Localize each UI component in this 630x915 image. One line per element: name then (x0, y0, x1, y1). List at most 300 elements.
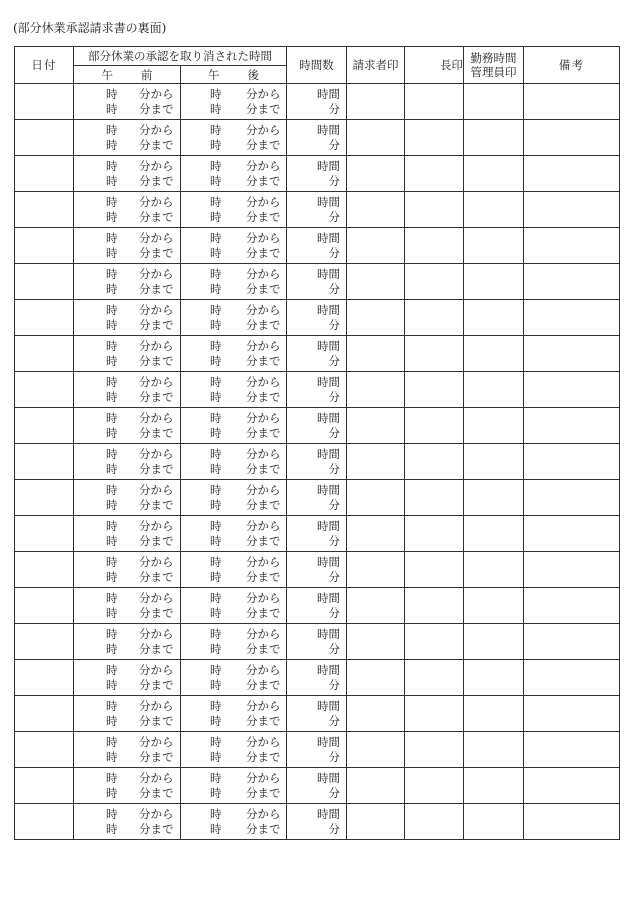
requester-seal-cell[interactable] (347, 588, 405, 624)
am-time-cell-until-line (74, 354, 180, 369)
pm-time-cell-until-line (181, 138, 286, 153)
am-time-cell[interactable] (74, 84, 181, 120)
am-time-cell[interactable] (74, 588, 181, 624)
chief-seal-cell[interactable] (405, 444, 464, 480)
chief-seal-cell[interactable] (405, 732, 464, 768)
chief-seal-cell[interactable] (405, 120, 464, 156)
requester-seal-cell[interactable] (347, 408, 405, 444)
hour-label: 時 (106, 626, 118, 641)
am-time-cell-until-line (74, 246, 180, 261)
manager-seal-cell[interactable] (464, 444, 524, 480)
hours-unit-label: 時間 (317, 770, 340, 785)
until-label: 分まで (139, 785, 174, 800)
requester-seal-cell[interactable] (347, 660, 405, 696)
am-time-cell-from-line (74, 375, 180, 390)
date-cell[interactable] (15, 480, 74, 516)
manager-seal-cell[interactable] (464, 660, 524, 696)
minutes-unit-label: 分 (328, 173, 340, 188)
hour-label: 時 (210, 209, 222, 224)
hours-unit-label: 時間 (317, 86, 340, 101)
pm-time-cell-until-line (181, 318, 286, 333)
remarks-cell[interactable] (524, 408, 620, 444)
requester-seal-cell[interactable] (347, 696, 405, 732)
pm-time-cell-until-line (181, 822, 286, 837)
until-label: 分まで (246, 569, 281, 584)
chief-seal-cell[interactable] (405, 192, 464, 228)
date-cell[interactable] (15, 84, 74, 120)
am-time-cell[interactable] (74, 444, 181, 480)
am-time-cell[interactable] (74, 804, 181, 840)
am-time-cell-from-line (74, 231, 180, 246)
from-label: 分から (246, 590, 281, 605)
minutes-unit-label: 分 (328, 389, 340, 404)
pm-time-cell[interactable] (181, 552, 287, 588)
am-time-cell[interactable] (74, 228, 181, 264)
from-label: 分から (139, 158, 174, 173)
hour-label: 時 (210, 677, 222, 692)
until-label: 分まで (246, 281, 281, 296)
chief-seal-cell[interactable] (405, 336, 464, 372)
am-time-cell[interactable] (74, 408, 181, 444)
table-row (15, 372, 620, 408)
chief-seal-cell[interactable] (405, 768, 464, 804)
table-row (15, 408, 620, 444)
remarks-cell[interactable] (524, 156, 620, 192)
manager-seal-cell[interactable] (464, 192, 524, 228)
from-label: 分から (246, 554, 281, 569)
manager-seal-cell[interactable] (464, 804, 524, 840)
hour-label: 時 (210, 770, 222, 785)
hour-label: 時 (106, 821, 118, 836)
remarks-cell[interactable] (524, 228, 620, 264)
pm-time-cell[interactable] (181, 696, 287, 732)
pm-time-cell[interactable] (181, 408, 287, 444)
manager-seal-cell[interactable] (464, 228, 524, 264)
date-cell[interactable] (15, 120, 74, 156)
hours-cell[interactable] (287, 192, 347, 228)
from-label: 分から (246, 338, 281, 353)
chief-seal-cell[interactable] (405, 516, 464, 552)
remarks-cell[interactable] (524, 84, 620, 120)
hour-label: 時 (106, 518, 118, 533)
pm-time-cell[interactable] (181, 516, 287, 552)
table-row (15, 516, 620, 552)
date-cell[interactable] (15, 156, 74, 192)
hour-label: 時 (106, 770, 118, 785)
pm-time-cell[interactable] (181, 336, 287, 372)
hour-label: 時 (210, 389, 222, 404)
manager-seal-cell[interactable] (464, 300, 524, 336)
remarks-cell[interactable] (524, 624, 620, 660)
chief-seal-cell[interactable] (405, 588, 464, 624)
date-cell[interactable] (15, 696, 74, 732)
from-label: 分から (139, 446, 174, 461)
hours-cell[interactable] (287, 660, 347, 696)
manager-seal-cell[interactable] (464, 336, 524, 372)
hours-cell[interactable] (287, 84, 347, 120)
hour-label: 時 (106, 389, 118, 404)
hour-label: 時 (106, 713, 118, 728)
hours-cell[interactable] (287, 624, 347, 660)
pm-time-cell-until-line (181, 498, 286, 513)
manager-seal-cell[interactable] (464, 624, 524, 660)
requester-seal-cell[interactable] (347, 516, 405, 552)
from-label: 分から (139, 302, 174, 317)
pm-time-cell-until-line (181, 462, 286, 477)
remarks-cell[interactable] (524, 804, 620, 840)
requester-seal-cell[interactable] (347, 372, 405, 408)
am-time-cell[interactable] (74, 264, 181, 300)
requester-seal-cell[interactable] (347, 336, 405, 372)
requester-seal-cell[interactable] (347, 480, 405, 516)
manager-seal-cell[interactable] (464, 696, 524, 732)
minutes-unit-label: 分 (328, 209, 340, 224)
date-cell[interactable] (15, 588, 74, 624)
hours-cell[interactable] (287, 120, 347, 156)
manager-seal-cell[interactable] (464, 372, 524, 408)
from-label: 分から (139, 770, 174, 785)
until-label: 分まで (246, 317, 281, 332)
hours-cell[interactable] (287, 480, 347, 516)
hour-label: 時 (210, 605, 222, 620)
am-time-cell-until-line (74, 642, 180, 657)
pm-time-cell-from-line (181, 447, 286, 462)
date-cell[interactable] (15, 336, 74, 372)
remarks-cell[interactable] (524, 336, 620, 372)
from-label: 分から (139, 482, 174, 497)
pm-time-cell-from-line (181, 699, 286, 714)
requester-seal-cell[interactable] (347, 264, 405, 300)
requester-seal-cell[interactable] (347, 84, 405, 120)
hour-label: 時 (210, 230, 222, 245)
chief-seal-cell[interactable] (405, 696, 464, 732)
until-label: 分まで (139, 569, 174, 584)
minutes-unit-label: 分 (328, 245, 340, 260)
remarks-cell[interactable] (524, 264, 620, 300)
pm-time-cell-from-line (181, 123, 286, 138)
chief-seal-cell[interactable] (405, 480, 464, 516)
pm-time-cell-from-line (181, 663, 286, 678)
until-label: 分まで (246, 821, 281, 836)
minutes-unit-label: 分 (328, 281, 340, 296)
pm-time-cell[interactable] (181, 768, 287, 804)
date-cell[interactable] (15, 300, 74, 336)
hours-cell[interactable] (287, 372, 347, 408)
remarks-cell[interactable] (524, 552, 620, 588)
until-label: 分まで (246, 245, 281, 260)
am-time-cell[interactable] (74, 552, 181, 588)
date-cell[interactable] (15, 768, 74, 804)
hours-cell[interactable] (287, 588, 347, 624)
am-time-cell[interactable] (74, 768, 181, 804)
until-label: 分まで (246, 101, 281, 116)
hour-label: 時 (210, 302, 222, 317)
requester-seal-cell[interactable] (347, 192, 405, 228)
hours-cell[interactable] (287, 300, 347, 336)
date-cell[interactable] (15, 660, 74, 696)
pm-header (181, 66, 287, 84)
from-label: 分から (139, 194, 174, 209)
date-cell[interactable] (15, 552, 74, 588)
hours-unit-label: 時間 (317, 302, 340, 317)
remarks-cell[interactable] (524, 480, 620, 516)
am-time-cell[interactable] (74, 120, 181, 156)
date-cell[interactable] (15, 264, 74, 300)
requester-seal-cell[interactable] (347, 768, 405, 804)
am-time-cell-until-line (74, 426, 180, 441)
am-time-cell-from-line (74, 555, 180, 570)
date-cell[interactable] (15, 732, 74, 768)
am-time-cell[interactable] (74, 696, 181, 732)
hours-cell[interactable] (287, 228, 347, 264)
am-time-cell[interactable] (74, 480, 181, 516)
until-label: 分まで (246, 749, 281, 764)
until-label: 分まで (246, 641, 281, 656)
am-time-cell-from-line (74, 663, 180, 678)
table-row (15, 228, 620, 264)
am-time-cell-until-line (74, 138, 180, 153)
pm-time-cell[interactable] (181, 228, 287, 264)
until-label: 分まで (139, 605, 174, 620)
date-cell[interactable] (15, 804, 74, 840)
pm-time-cell[interactable] (181, 156, 287, 192)
chief-seal-cell[interactable] (405, 624, 464, 660)
hour-label: 時 (210, 785, 222, 800)
am-time-cell-from-line (74, 267, 180, 282)
pm-time-cell[interactable] (181, 588, 287, 624)
from-label: 分から (246, 158, 281, 173)
hour-label: 時 (106, 605, 118, 620)
remarks-cell[interactable] (524, 516, 620, 552)
cancellation-record-table (14, 46, 620, 840)
pm-time-cell[interactable] (181, 264, 287, 300)
pm-time-cell-until-line (181, 390, 286, 405)
chief-seal-cell[interactable] (405, 660, 464, 696)
until-label: 分まで (139, 101, 174, 116)
hours-cell[interactable] (287, 696, 347, 732)
hours-cell[interactable] (287, 552, 347, 588)
requester-seal-cell[interactable] (347, 444, 405, 480)
manager-seal-cell[interactable] (464, 732, 524, 768)
table-row (15, 84, 620, 120)
requester-seal-cell[interactable] (347, 804, 405, 840)
pm-time-cell-from-line (181, 375, 286, 390)
from-label: 分から (139, 122, 174, 137)
am-time-cell-until-line (74, 714, 180, 729)
am-time-cell[interactable] (74, 624, 181, 660)
hours-cell[interactable] (287, 768, 347, 804)
date-cell[interactable] (15, 444, 74, 480)
date-cell[interactable] (15, 228, 74, 264)
date-cell[interactable] (15, 192, 74, 228)
chief-seal-cell[interactable] (405, 84, 464, 120)
requester-seal-cell[interactable] (347, 228, 405, 264)
manager-seal-cell[interactable] (464, 480, 524, 516)
from-label: 分から (246, 86, 281, 101)
hours-cell[interactable] (287, 804, 347, 840)
date-cell[interactable] (15, 624, 74, 660)
requester-seal-cell[interactable] (347, 300, 405, 336)
hours-cell[interactable] (287, 336, 347, 372)
manager-seal-cell[interactable] (464, 408, 524, 444)
from-label: 分から (139, 410, 174, 425)
am-time-cell-from-line (74, 87, 180, 102)
until-label: 分まで (139, 749, 174, 764)
remarks-cell[interactable] (524, 372, 620, 408)
hour-label: 時 (106, 533, 118, 548)
until-label: 分まで (139, 677, 174, 692)
manager-seal-cell[interactable] (464, 552, 524, 588)
hour-label: 時 (106, 662, 118, 677)
chief-seal-cell[interactable] (405, 264, 464, 300)
table-row (15, 120, 620, 156)
pm-time-cell[interactable] (181, 120, 287, 156)
hour-label: 時 (106, 461, 118, 476)
from-label: 分から (246, 122, 281, 137)
hour-label: 時 (210, 569, 222, 584)
remarks-cell[interactable] (524, 192, 620, 228)
requester-seal-cell[interactable] (347, 732, 405, 768)
remarks-cell[interactable] (524, 732, 620, 768)
pm-time-cell-from-line (181, 159, 286, 174)
hour-label: 時 (106, 677, 118, 692)
pm-time-cell-from-line (181, 87, 286, 102)
hour-label: 時 (106, 785, 118, 800)
hour-label: 時 (106, 353, 118, 368)
hours-cell[interactable] (287, 444, 347, 480)
am-time-cell-until-line (74, 102, 180, 117)
remarks-cell[interactable] (524, 660, 620, 696)
until-label: 分まで (246, 785, 281, 800)
hour-label: 時 (106, 86, 118, 101)
from-label: 分から (139, 374, 174, 389)
am-time-cell-from-line (74, 447, 180, 462)
date-cell[interactable] (15, 408, 74, 444)
am-time-cell-until-line (74, 390, 180, 405)
chief-seal-cell[interactable] (405, 156, 464, 192)
am-time-cell-until-line (74, 534, 180, 549)
am-time-cell-from-line (74, 735, 180, 750)
remarks-cell[interactable] (524, 120, 620, 156)
from-label: 分から (139, 662, 174, 677)
requester-seal-cell[interactable] (347, 120, 405, 156)
requester-seal-cell[interactable] (347, 156, 405, 192)
am-time-cell-until-line (74, 210, 180, 225)
hours-cell[interactable] (287, 264, 347, 300)
pm-time-cell[interactable] (181, 84, 287, 120)
am-time-cell[interactable] (74, 300, 181, 336)
table-row (15, 264, 620, 300)
requester-seal-cell[interactable] (347, 552, 405, 588)
from-label: 分から (246, 410, 281, 425)
pm-time-cell[interactable] (181, 444, 287, 480)
pm-time-cell-until-line (181, 606, 286, 621)
hour-label: 時 (106, 230, 118, 245)
chief-seal-cell[interactable] (405, 228, 464, 264)
remarks-cell[interactable] (524, 300, 620, 336)
minutes-unit-label: 分 (328, 821, 340, 836)
am-time-cell[interactable] (74, 660, 181, 696)
am-time-cell[interactable] (74, 516, 181, 552)
am-time-cell-until-line (74, 318, 180, 333)
pm-time-cell[interactable] (181, 660, 287, 696)
chief-seal-cell[interactable] (405, 300, 464, 336)
chief-seal-header: 長印 (405, 47, 464, 84)
hour-label: 時 (210, 533, 222, 548)
until-label: 分まで (139, 461, 174, 476)
hours-unit-label: 時間 (317, 482, 340, 497)
date-cell[interactable] (15, 372, 74, 408)
chief-seal-cell[interactable] (405, 552, 464, 588)
remarks-cell[interactable] (524, 696, 620, 732)
hours-cell[interactable] (287, 156, 347, 192)
manager-seal-cell[interactable] (464, 768, 524, 804)
minutes-unit-label: 分 (328, 497, 340, 512)
chief-seal-cell[interactable] (405, 372, 464, 408)
manager-seal-cell[interactable] (464, 516, 524, 552)
requester-seal-cell[interactable] (347, 624, 405, 660)
am-time-cell[interactable] (74, 372, 181, 408)
chief-seal-cell[interactable] (405, 804, 464, 840)
manager-seal-cell[interactable] (464, 156, 524, 192)
until-label: 分まで (139, 245, 174, 260)
hours-unit-label: 時間 (317, 194, 340, 209)
pm-time-cell[interactable] (181, 732, 287, 768)
am-time-cell[interactable] (74, 336, 181, 372)
remarks-cell[interactable] (524, 444, 620, 480)
hour-label: 時 (106, 590, 118, 605)
pm-time-cell[interactable] (181, 192, 287, 228)
minutes-unit-label: 分 (328, 677, 340, 692)
hours-cell[interactable] (287, 732, 347, 768)
manager-seal-cell[interactable] (464, 120, 524, 156)
until-label: 分まで (139, 281, 174, 296)
manager-seal-cell[interactable] (464, 84, 524, 120)
am-time-cell[interactable] (74, 156, 181, 192)
pm-time-cell[interactable] (181, 300, 287, 336)
hour-label: 時 (210, 245, 222, 260)
am-time-cell[interactable] (74, 732, 181, 768)
manager-seal-cell[interactable] (464, 588, 524, 624)
table-row (15, 480, 620, 516)
hours-cell[interactable] (287, 516, 347, 552)
chief-seal-cell[interactable] (405, 408, 464, 444)
hours-cell[interactable] (287, 408, 347, 444)
hour-label: 時 (210, 806, 222, 821)
am-time-cell[interactable] (74, 192, 181, 228)
date-cell[interactable] (15, 516, 74, 552)
pm-time-cell[interactable] (181, 624, 287, 660)
until-label: 分まで (139, 821, 174, 836)
pm-time-cell-from-line (181, 555, 286, 570)
pm-time-cell-from-line (181, 195, 286, 210)
until-label: 分まで (246, 425, 281, 440)
remarks-cell[interactable] (524, 588, 620, 624)
hour-label: 時 (106, 446, 118, 461)
pm-time-cell[interactable] (181, 804, 287, 840)
until-label: 分まで (139, 425, 174, 440)
from-label: 分から (246, 734, 281, 749)
pm-time-cell[interactable] (181, 372, 287, 408)
hour-label: 時 (210, 281, 222, 296)
manager-seal-cell[interactable] (464, 264, 524, 300)
remarks-cell[interactable] (524, 768, 620, 804)
am-time-cell-from-line (74, 339, 180, 354)
pm-time-cell-until-line (181, 714, 286, 729)
hours-header: 時間数 (287, 47, 347, 84)
pm-time-cell[interactable] (181, 480, 287, 516)
hour-label: 時 (210, 641, 222, 656)
